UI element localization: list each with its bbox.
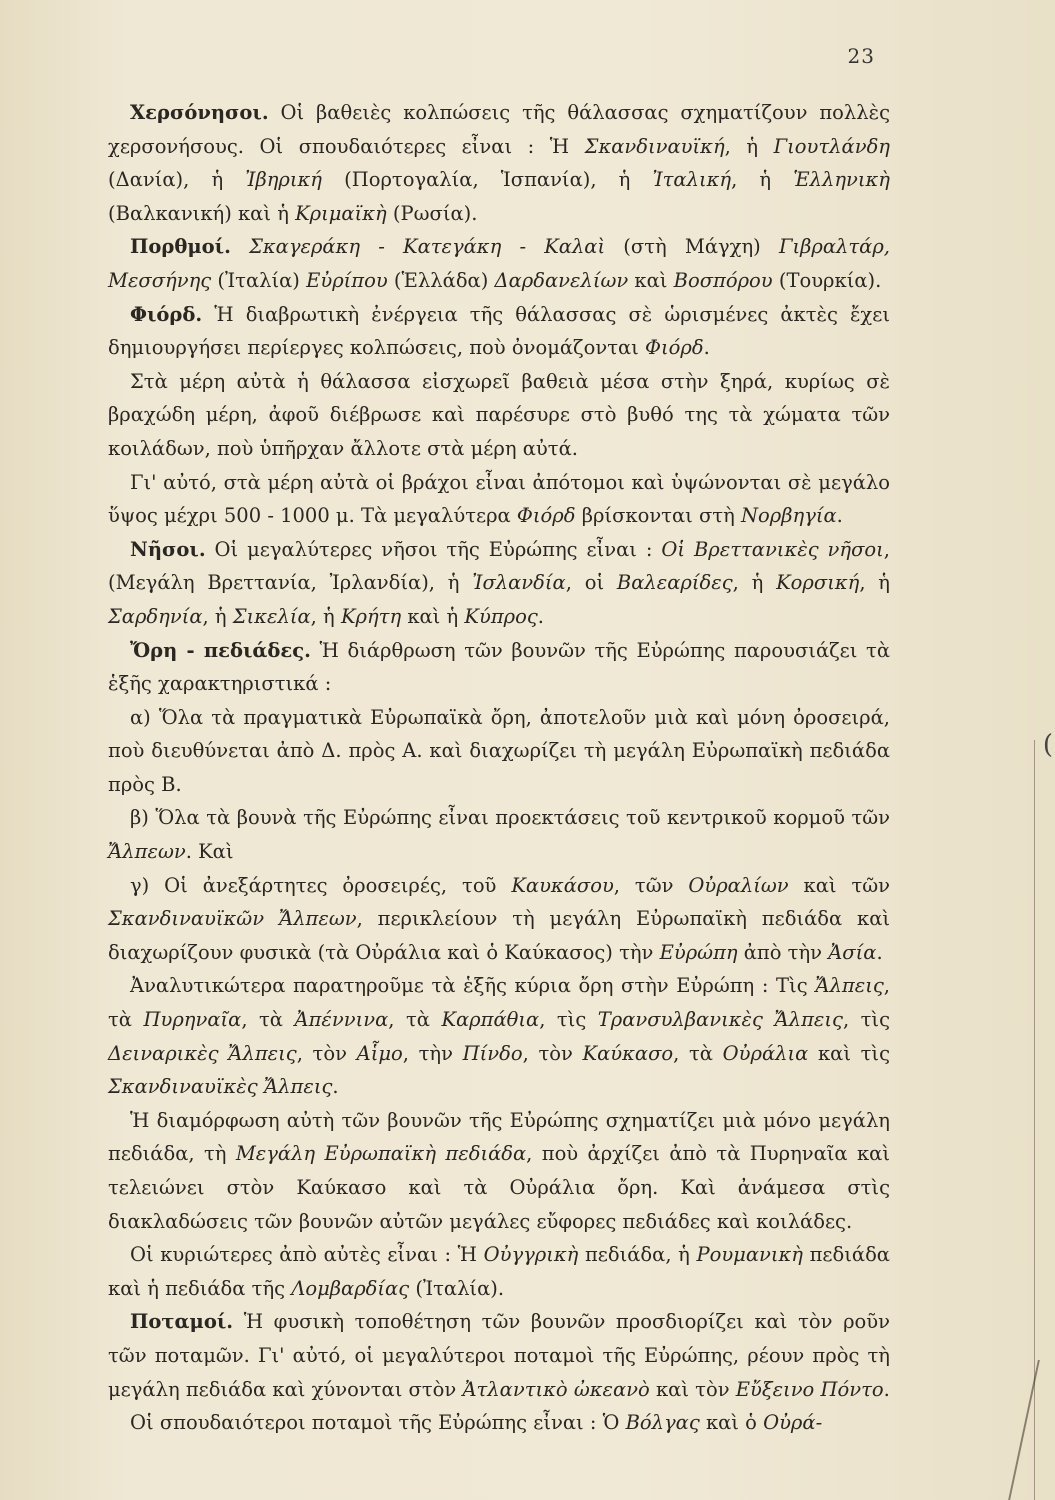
paragraph	[108, 801, 890, 868]
italic-term: Δειναρικὲς Ἄλπεις	[108, 1041, 297, 1065]
italic-term: Ἰβηρική	[245, 168, 322, 192]
text-run: , ἡ	[731, 168, 794, 192]
paragraph	[108, 1104, 890, 1238]
text-run: Οἱ μεγαλύτερες νῆσοι τῆς Εὐρώπης εἶναι :	[205, 537, 662, 561]
italic-term: Ἀπέννινα	[294, 1008, 389, 1032]
italic-term: Σκαγεράκη - Κατεγάκη - Καλαὶ	[249, 235, 606, 259]
text-run: Ἡ διαβρωτικὴ ἐνέργεια τῆς θάλασσας σὲ ὡρισμένες ἀκτὲς ἔχει δημιουργήσει περίεργες κολπώσεις, ποὺ ὀνομάζονται	[108, 302, 890, 360]
italic-term: Καυκάσου	[511, 873, 614, 897]
text-run: Ἡ διάρθρωση τῶν βουνῶν τῆς Εὐρώπης παρουσιάζει τὰ ἑξῆς χαρακτηριστικά :	[108, 638, 890, 696]
section-heading: Ποταμοί.	[130, 1310, 234, 1334]
italic-term: Λομβαρδίας	[291, 1276, 410, 1300]
italic-term: Βοσπόρου	[673, 268, 773, 292]
text-run: .	[836, 504, 843, 528]
text-run: . Καὶ	[185, 840, 234, 864]
text-run: (Δανία), ἡ	[108, 168, 246, 192]
paragraph	[108, 230, 890, 297]
italic-term: Οὐγγρικὴ	[483, 1243, 579, 1267]
text-run: , τὰ	[108, 974, 890, 1032]
text-run: β) Ὅλα τὰ βουνὰ τῆς Εὐρώπης εἶναι προεκτάσεις τοῦ κεντρικοῦ κορμοῦ τῶν	[130, 806, 890, 830]
text-run: , ἡ	[202, 604, 233, 628]
italic-term: Αἷμο	[356, 1041, 403, 1065]
paragraph	[108, 365, 890, 466]
text-run: .	[332, 1075, 339, 1099]
italic-term: Σικελία	[232, 604, 311, 628]
text-run: (Ἰταλία).	[409, 1276, 505, 1300]
italic-term: Γιβραλτάρ, Μεσσήνης	[108, 235, 890, 292]
text-run: , ἡ	[310, 604, 341, 628]
text-run: (Ἰταλία)	[211, 268, 307, 292]
text-run: καὶ τὸν	[649, 1377, 736, 1401]
text-run: καὶ	[628, 268, 674, 292]
italic-term: Νορβηγία	[740, 504, 837, 528]
page-number: 23	[847, 44, 875, 68]
section-heading: Ὄρη - πεδιάδες.	[130, 638, 311, 662]
text-run: , περικλείουν τὴ μεγάλη Εὐρωπαϊκὴ πεδιάδα καὶ διαχωρίζουν φυσικὰ (τὰ Οὐράλια καὶ ὁ Καύκασος) τὴν	[108, 907, 891, 964]
paragraph	[108, 466, 890, 533]
text-run: , τῶν	[613, 873, 689, 897]
text-run: , ἡ	[859, 571, 890, 595]
italic-term: Οὐράλια	[722, 1041, 809, 1065]
corner-mark	[1008, 1360, 1055, 1500]
italic-term: Τρανσυλβανικὲς Ἄλπεις	[597, 1008, 843, 1032]
text-run: Ἡ διαμόρφωση αὐτὴ τῶν βουνῶν τῆς Εὐρώπης σχηματίζει μιὰ μόνο μεγάλη πεδιάδα, τὴ	[108, 1108, 890, 1166]
paragraph	[108, 634, 890, 701]
italic-term: Κρήτη	[340, 604, 402, 628]
paragraph	[108, 1305, 890, 1406]
italic-term: Εὐρίπου	[306, 268, 388, 292]
text-run: (Πορτογαλία, Ἱσπανία), ἡ	[321, 168, 653, 192]
italic-term: Μεγάλη Εὐρωπαϊκὴ πεδιάδα	[235, 1142, 527, 1166]
paragraph	[108, 869, 890, 970]
text-run: , ἡ	[724, 134, 774, 158]
italic-term: Ἄλπεων	[108, 840, 186, 864]
paragraph	[108, 533, 890, 634]
page-body-text	[108, 96, 890, 1440]
text-run: πεδιάδα, ἡ	[578, 1243, 697, 1267]
text-run: , τὶς	[539, 1008, 598, 1032]
text-run: Ἡ φυσικὴ τοποθέτηση τῶν βουνῶν προσδιορίζει καὶ τὸν ροῦν τῶν ποταμῶν. Γι' αὐτό, οἱ μεγαλύτεροι ποταμοὶ τῆς Εὐρώπης, ρέουν πρὸς τὴ μεγάλη πεδιάδα καὶ χύνονται στὸν	[108, 1310, 890, 1401]
italic-term: Σκανδιναυϊκή	[584, 134, 725, 158]
section-heading: Πορθμοί.	[130, 235, 231, 259]
italic-term: Φιόρδ	[516, 504, 576, 528]
text-run: (στὴ Μάγχη)	[605, 235, 779, 259]
section-heading: Φιόρδ.	[130, 302, 203, 326]
paragraph	[108, 1238, 890, 1305]
text-run: γ) Οἱ ἀνεξάρτητες ὀροσειρές, τοῦ	[130, 873, 512, 897]
text-run: ἀπὸ τὴν	[737, 940, 829, 964]
paragraph	[108, 1406, 890, 1440]
italic-term: Σκανδιναυϊκὲς Ἄλπεις	[108, 1075, 333, 1099]
italic-term: Κύπρος	[464, 604, 538, 628]
text-run: (Βαλκανική) καὶ ἡ	[108, 201, 296, 225]
text-run: .	[537, 604, 544, 628]
text-run: , τὶς	[842, 1008, 890, 1032]
text-run: , (Μεγάλη Βρεττανία, Ἰρλανδία), ἡ	[108, 537, 890, 595]
italic-term: Οὐρά-	[763, 1411, 823, 1435]
text-run: Ἀναλυτικώτερα παρατηροῦμε τὰ ἑξῆς κύρια ὄρη στὴν Εὐρώπη : Τὶς	[130, 974, 816, 998]
italic-term: Γιουτλάνδη	[773, 134, 890, 158]
italic-term: Φιόρδ	[645, 336, 704, 360]
text-run: , οἱ	[565, 571, 617, 595]
text-run	[231, 235, 249, 258]
italic-term: Οὐραλίων	[688, 873, 789, 897]
text-run: καὶ τῶν	[788, 873, 890, 897]
italic-term: Οἱ Βρεττανικὲς νῆσοι	[661, 537, 884, 561]
italic-term: Ἰσλανδία	[472, 571, 566, 595]
text-run: , τὰ	[388, 1008, 442, 1032]
italic-term: Πυρηναῖα	[143, 1008, 242, 1032]
text-run: , τὸν	[296, 1041, 357, 1065]
italic-term: Καύκασο	[582, 1041, 674, 1065]
italic-term: Σκανδιναυϊκῶν Ἄλπεων	[108, 907, 357, 931]
text-run: .	[876, 940, 883, 964]
paragraph	[108, 969, 890, 1103]
text-run: , τὰ	[241, 1008, 295, 1032]
text-run: , ποὺ ἀρχίζει ἀπὸ τὰ Πυρηναῖα καὶ τελειώνει στὸν Καύκασο καὶ τὰ Οὐράλια ὄρη. Καὶ ἀνάμεσα στὶς διακλαδώσεις τῶν βουνῶν αὐτῶν μεγάλες εὔφορες πεδιάδες καὶ κοιλάδες.	[108, 1142, 890, 1233]
text-run: , ἡ	[732, 571, 777, 595]
text-run: Στὰ μέρη αὐτὰ ἡ θάλασσα εἰσχωρεῖ βαθειὰ μέσα στὴν ξηρά, κυρίως σὲ βραχώδη μέρη, ἀφοῦ διέβρωσε καὶ παρέσυρε στὸ βυθό της τὰ χώματα τῶν κοιλάδων, ποὺ ὑπῆρχαν ἄλλοτε στὰ μέρη αὐτά.	[108, 369, 890, 460]
text-run: καὶ ἡ	[401, 604, 465, 628]
text-run: , τὴν	[402, 1041, 463, 1065]
text-run: βρίσκονται στὴ	[575, 504, 741, 528]
italic-term: Ἄλπεις	[815, 974, 884, 998]
text-run: καὶ τὶς	[808, 1041, 891, 1065]
text-run: (Τουρκία).	[772, 268, 882, 292]
italic-term: Κριμαϊκὴ	[295, 201, 387, 225]
text-run: (Ἑλλάδα)	[387, 268, 495, 292]
text-run: Γι' αὐτό, στὰ μέρη αὐτὰ οἱ βράχοι εἶναι ἀπότομοι καὶ ὑψώνονται σὲ μεγάλο ὕψος μέχρι 500 - 1000 μ. Τὰ μεγαλύτερα	[108, 470, 890, 528]
text-run: .	[883, 1377, 890, 1401]
margin-bracket-mark: (	[1042, 730, 1053, 760]
text-run: πεδιάδα καὶ ἡ πεδιάδα τῆς	[108, 1243, 890, 1300]
text-run: , τὰ	[673, 1041, 723, 1065]
italic-term: Ἀτλαντικὸ ὠκεανὸ	[462, 1377, 650, 1401]
italic-term: Σαρδηνία	[108, 604, 203, 628]
italic-term: Βαλεαρίδες	[616, 571, 733, 595]
text-run: Οἱ σπουδαιότεροι ποταμοὶ τῆς Εὐρώπης εἶναι : Ὁ	[130, 1411, 626, 1435]
text-run: Οἱ κυριώτερες ἀπὸ αὐτὲς εἶναι : Ἡ	[130, 1243, 484, 1267]
italic-term: Ἀσία	[828, 940, 877, 964]
text-run: καὶ ὁ	[699, 1411, 764, 1435]
section-heading: Νῆσοι.	[130, 537, 206, 561]
italic-term: Καρπάθια	[441, 1008, 540, 1032]
text-run: (Ρωσία).	[386, 201, 478, 225]
section-heading: Χερσόνησοι.	[130, 101, 269, 124]
italic-term: Βόλγας	[625, 1411, 700, 1435]
italic-term: Εὐρώπη	[659, 940, 738, 964]
text-run: Οἱ βαθειὲς κολπώσεις τῆς θάλασσας σχηματίζουν πολλὲς χερσονήσους. Οἱ σπουδαιότερες εἶναι : Ἡ	[108, 101, 890, 158]
italic-term: Κορσική	[776, 571, 860, 595]
paragraph	[108, 96, 890, 230]
italic-term: Εὔξεινο Πόντο	[735, 1377, 884, 1401]
text-run: α) Ὅλα τὰ πραγματικὰ Εὐρωπαϊκὰ ὄρη, ἀποτελοῦν μιὰ καὶ μόνη ὀροσειρά, ποὺ διευθύνεται ἀπὸ Δ. πρὸς Α. καὶ διαχωρίζει τὴ μεγάλη Εὐρωπαϊκὴ πεδιάδα πρὸς Β.	[108, 705, 890, 796]
text-run: , τὸν	[522, 1041, 583, 1065]
text-run: .	[703, 336, 710, 360]
italic-term: Ἑλληνικὴ	[793, 168, 890, 192]
italic-term: Ρουμανικὴ	[696, 1243, 803, 1267]
italic-term: Ἰταλική	[652, 168, 732, 192]
italic-term: Δαρδανελίων	[494, 268, 629, 292]
paragraph	[108, 298, 890, 365]
italic-term: Πίνδο	[462, 1041, 523, 1065]
paragraph	[108, 701, 890, 802]
